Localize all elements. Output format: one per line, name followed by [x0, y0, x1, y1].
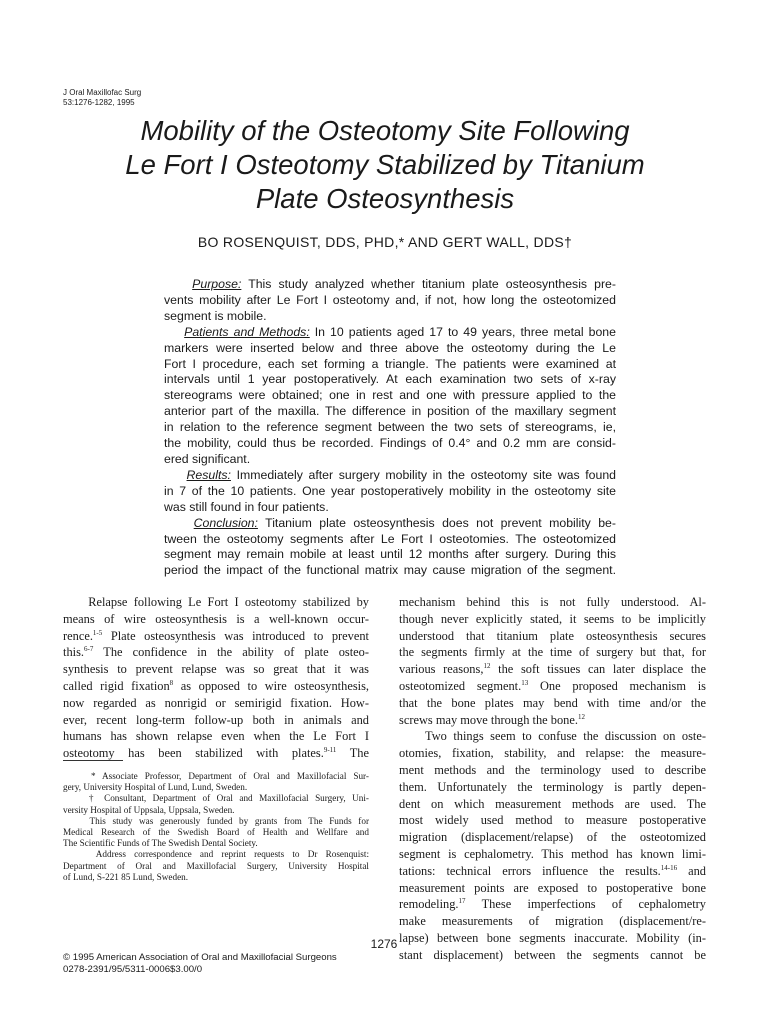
footnote-line: Department of Oral and Maxillofacial Surgery, University Hospital	[63, 860, 369, 871]
body-line: this.$^{6-7}$ The confidence in the ability of plate osteo-	[63, 645, 369, 660]
body-line: lapse) between bone segments inaccurate. Mobility (in-	[399, 930, 706, 945]
body-line: the segments firmly at the time of surgery but that, for	[399, 645, 706, 660]
abstract	[164, 277, 616, 579]
body-line: rence.$^{1-5}$ Plate osteosynthesis was introduced to prevent	[63, 628, 369, 643]
abstract-line: Fort I procedure, each set forming a triangle. The patients were examined at	[164, 356, 616, 371]
body-line: humans has shown relapse even when the Le Fort I	[63, 729, 369, 744]
citation-superscript: 17	[458, 897, 466, 906]
body-column-left	[63, 594, 369, 762]
issn-line: 0278-2391/95/5311-0006$3.00/0	[63, 964, 203, 976]
abstract-line: Patients and Methods: In 10 patients aged 17 to 49 years, three metal bone	[184, 324, 616, 339]
abstract-line: in 7 of the 10 patients. One year postoperatively mobility in the osteotomy site	[164, 483, 616, 498]
body-line: called rigid fixation$^8$ as opposed to wire osteosynthesis,	[63, 678, 369, 693]
title-line: Plate Osteosynthesis	[255, 183, 515, 214]
copyright-block	[63, 952, 373, 977]
body-line: tations: technical errors influence the results.$^{14-16}$ and	[399, 863, 706, 878]
body-line: migration (displacement/relapse) of the osteotomized	[399, 830, 706, 845]
citation-superscript: 8	[169, 678, 174, 687]
body-line: most widely used method to measure postoperative	[399, 813, 706, 828]
footnote-line: Medical Research of the Swedish Board of Health and Wellfare and	[63, 827, 369, 838]
body-line: remodeling.$^{17}$ These imperfections of cephalometry	[399, 897, 706, 912]
body-line: screws may move through the bone.$^{12}$	[399, 712, 585, 727]
page-number: 1276	[370, 937, 398, 951]
citation-superscript: 1-5	[92, 628, 103, 637]
body-line: segment is cephalometry. This method has known limi-	[399, 846, 706, 861]
journal-reference	[63, 88, 141, 108]
body-line: make measurements of migration (displacement/re-	[399, 914, 706, 929]
journal-name: J Oral Maxillofac Surg	[63, 88, 142, 97]
footnote-line: * Associate Professor, Department of Oral and Maxillofacial Sur-	[90, 771, 369, 781]
title-line: Le Fort I Osteotomy Stabilized by Titanium	[125, 149, 645, 180]
body-line: ever, recent long-term follow-up both in animals and	[63, 712, 369, 727]
body-column-right	[399, 594, 706, 964]
footnote-line: This study was generously funded by grants from The Funds for	[89, 815, 369, 826]
conclusion-heading: Conclusion:	[193, 515, 258, 530]
citation-superscript: 13	[521, 678, 529, 687]
citation-superscript: 12	[483, 662, 491, 671]
abstract-line: intervals until 1 year postoperatively. At each examination two sets of x-ray	[164, 372, 616, 387]
abstract-line: Results: Immediately after surgery mobility in the osteotomy site was found	[186, 467, 616, 482]
body-line: that the bone plates may bend with time and/or the	[399, 695, 706, 710]
abstract-line: Purpose: This study analyzed whether titanium plate osteosynthesis pre-	[192, 277, 616, 291]
body-line: stant displacement) between the segments cannot be	[399, 947, 706, 962]
citation-superscript: 9-11	[323, 746, 337, 755]
footnote-line: Address correspondence and reprint requests to Dr Rosenquist:	[95, 849, 369, 860]
abstract-line: segment may remain mobile at least until 12 months after surgery. During this	[164, 547, 616, 562]
body-line: means of wire osteosynthesis is a well-known occur-	[63, 611, 369, 626]
abstract-line: markers were inserted below and three above the osteotomy during the Le	[164, 340, 616, 355]
abstract-line: anterior part of the maxilla. The difference in position of the maxillary segment	[164, 404, 616, 419]
body-line: now regarded as nonrigid or semirigid fixation. How-	[63, 695, 369, 710]
body-line: synthesis to prevent relapse was so great that it was	[63, 662, 369, 677]
abstract-line: stereograms were obtained; one in rest and one with pressure applied to the	[164, 388, 616, 403]
footnote-line: The Scientific Funds of The Swedish Dental Society.	[63, 838, 258, 849]
body-line: otomies, fixation, stability, and relapse: the measure-	[399, 746, 706, 761]
footnote-line: versity Hospital of Uppsala, Uppsala, Sweden.	[63, 804, 235, 815]
abstract-line: in relation to the reference segment between the two sets of stereograms, ie,	[164, 420, 616, 435]
abstract-line: segment is mobile.	[164, 308, 267, 323]
footnote-line: of Lund, S-221 85 Lund, Sweden.	[63, 871, 189, 882]
article-title	[40, 114, 730, 216]
methods-heading: Patients and Methods:	[184, 324, 310, 339]
footnotes	[63, 771, 369, 883]
body-line: osteotomized segment.$^{13}$ One proposed mechanism is	[399, 678, 706, 693]
abstract-line: vents mobility after Le Fort I osteotomy and, if not, how long the osteotomized	[164, 292, 616, 307]
authors-line: BO ROSENQUIST, DDS, PHD,* AND GERT WALL, DDS†	[197, 234, 573, 250]
citation-superscript: 6-7	[84, 645, 94, 654]
footnote-line: † Consultant, Department of Oral and Maxillofacial Surgery, Uni-	[88, 793, 369, 804]
abstract-line: Conclusion: Titanium plate osteosynthesis does not prevent mobility be-	[193, 515, 616, 530]
purpose-heading: Purpose:	[192, 277, 242, 291]
copyright-line: © 1995 American Association of Oral and Maxillofacial Surgeons	[63, 952, 337, 963]
body-line: Two things seem to confuse the discussion on oste-	[425, 729, 707, 744]
journal-citation: 53:1276-1282, 1995	[63, 98, 135, 107]
abstract-line: was still found in four patients.	[164, 499, 329, 514]
citation-superscript: 14-16	[660, 863, 678, 872]
abstract-line: tween the osteotomy segments after Le Fort I osteotomies. The osteotomized	[164, 531, 616, 546]
body-line: measurement points are exposed to postoperative bone	[399, 880, 706, 895]
footnote-line: gery, University Hospital of Lund, Lund, Sweden.	[63, 782, 248, 793]
footnote-divider	[63, 760, 123, 761]
body-line: ment methods and the terminology used to describe	[399, 762, 706, 777]
abstract-line: period the impact of the functional matrix may cause migration of the segment.	[164, 563, 616, 578]
body-line: Relapse following Le Fort I osteotomy stabilized by	[88, 595, 370, 609]
body-line: osteotomy has been stabilized with plates.$^{9-11}$ The	[63, 746, 370, 761]
body-line: though never explicitly stated, it seems to be implicitly	[399, 611, 706, 626]
abstract-line: ered significant.	[164, 451, 251, 466]
results-heading: Results:	[186, 467, 231, 482]
body-line: understood that titanium plate osteosynthesis secures	[399, 628, 706, 643]
body-line: mechanism behind this is not fully understood. Al-	[399, 595, 706, 609]
body-line: them. Unfortunately the terminology is partly depen-	[399, 779, 706, 794]
citation-superscript: 12	[577, 712, 585, 721]
title-line: Mobility of the Osteotomy Site Following	[140, 115, 630, 146]
body-line: various reasons,$^{12}$ the soft tissues can later displace the	[399, 662, 706, 677]
abstract-line: the mobility, could thus be recorded. Findings of 0.4° and 0.2 mm are consid-	[164, 436, 616, 451]
body-line: dent on which measurement methods are used. The	[399, 796, 706, 811]
